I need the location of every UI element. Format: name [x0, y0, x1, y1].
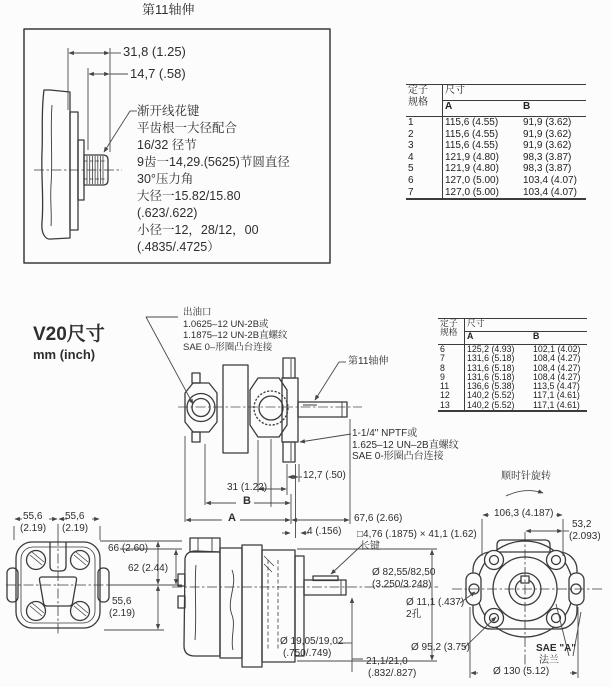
dim-55-6-left-mm: 55,6	[23, 511, 43, 522]
outlet-note-line: 出油口	[183, 307, 212, 318]
dim-b-cell: 113,5 (4.47)	[533, 381, 580, 392]
table-row	[406, 140, 586, 152]
dim-55-6-bottom-mm: 55,6	[112, 596, 132, 607]
corner-header-cell	[406, 85, 443, 117]
dim-106-3: 106,3 (4.187)	[494, 508, 554, 519]
sae-flange-label-cn: 法兰	[539, 655, 559, 666]
size-header-cell: 尺寸	[443, 85, 587, 101]
spline-note-line: 渐开线花键	[137, 104, 200, 118]
spec-cell: 7	[438, 354, 465, 363]
stator-dimension-table-mid	[438, 318, 587, 412]
spec-cell: 11	[438, 382, 465, 391]
dim-12-7: 12,7 (.50)	[303, 470, 346, 481]
dim-130: Ø 130 (5.12)	[493, 666, 550, 677]
dim-82-55-in: (3.250/3.248)	[372, 579, 432, 590]
dim-55-6-right-mm: 55,6	[65, 511, 85, 522]
page-title: V20尺寸	[33, 324, 105, 345]
inlet-port-note	[352, 428, 459, 463]
dim-19-05-in: (.750/.749)	[283, 648, 332, 659]
dim-31: 31 (1.22)	[227, 482, 268, 493]
dim-55-6-right-in: (2.19)	[62, 523, 89, 534]
dim-b-cell: 91,9 (3.62)	[523, 140, 572, 152]
table-row	[406, 163, 586, 175]
outlet-note-line: 1.0625–12 UN-2B或	[183, 318, 269, 330]
dim-a-cell: 121,9 (4.80)	[445, 163, 499, 175]
spec-cell: 13	[438, 401, 465, 411]
spec-cell: 8	[438, 364, 465, 373]
corner-header-line: 规格	[408, 96, 428, 108]
spec-cell: 1	[406, 117, 443, 129]
dim-b-cell: 98,3 (3.87)	[523, 151, 572, 163]
spline-note-line: 30°压力角	[137, 172, 194, 186]
dim-4: 4 (.156)	[307, 526, 342, 537]
dim-b-cell: 103,4 (4.07)	[523, 186, 577, 198]
dim-31-8: 31,8 (1.25)	[123, 44, 186, 59]
table-header-row	[406, 85, 586, 101]
dim-a-cell: 131,6 (5.18)	[467, 362, 515, 373]
dim-a-cell: 131,6 (5.18)	[467, 353, 515, 364]
dim-b-cell: 108,4 (4.27)	[533, 353, 581, 364]
dim-b-cell: 103,4 (4.07)	[523, 174, 577, 186]
inlet-note-line: 1-1/4" NPTF或	[352, 428, 418, 439]
dim-19-05-mm: Ø 19,05/19,02	[280, 636, 344, 647]
table-row	[406, 129, 586, 141]
spline-note-line: 9齿一14,29.(5625)节圆直径	[137, 155, 290, 169]
key-note-size: □4,76 (.1875) × 41,1 (1.62)	[357, 529, 477, 540]
dim-b-cell: 117,1 (4.61)	[533, 399, 580, 410]
dim-a-cell: 115,6 (4.55)	[445, 117, 499, 128]
dim-a-cell: 136,6 (5.38)	[467, 381, 515, 392]
outlet-note-line: SAE 0–形圈凸台连接	[183, 341, 273, 353]
dim-53-2-mm: 53,2	[572, 519, 592, 530]
dim-11-1-holes: 2孔	[406, 609, 422, 620]
dim-a-cell: 115,6 (4.55)	[445, 128, 499, 140]
corner-header-line: 规格	[440, 327, 458, 338]
dim-b-cell: 108,4 (4.27)	[533, 371, 581, 382]
shaft-detail-title: 第11轴伸	[142, 2, 195, 17]
table-row	[406, 175, 586, 187]
corner-header-line: 定子	[440, 318, 458, 328]
spec-cell: 2	[406, 129, 443, 141]
spline-note-line: 16/32 径节	[137, 138, 197, 152]
dim-95-2: Ø 95,2 (3.75)	[411, 642, 470, 653]
stator-dimension-table-top	[406, 84, 586, 200]
dim-b-cell: 117,1 (4.61)	[533, 390, 580, 401]
dim-a-cell: 131,6 (5.18)	[467, 371, 515, 382]
column-b-header: B	[521, 101, 586, 117]
spline-note-line: 小径一12，28/12，00	[137, 223, 259, 237]
dim-b-cell: 91,9 (3.62)	[523, 117, 572, 128]
spec-cell: 3	[406, 140, 443, 152]
dim-a-cell: 115,6 (4.55)	[445, 140, 499, 152]
dim-a-cell: 127,0 (5.00)	[445, 186, 499, 198]
outlet-port-note	[183, 307, 288, 353]
dim-67-6: 67,6 (2.66)	[354, 513, 403, 524]
spline-note-line: 平齿根一大径配合	[137, 121, 238, 135]
dim-a-cell: 140,2 (5.52)	[467, 399, 515, 410]
spec-cell: 12	[438, 391, 465, 400]
dim-b-cell: 102,1 (4.02)	[533, 344, 581, 354]
dim-a-cell: 140,2 (5.52)	[467, 390, 515, 401]
spline-note	[137, 103, 290, 256]
dim-a-cell: 125,2 (4.93)	[467, 344, 515, 354]
spec-cell: 6	[406, 175, 443, 187]
dim-66: 66 (2.60)	[108, 543, 149, 554]
units-label: mm (inch)	[33, 347, 96, 362]
dim-55-6-bottom-in: (2.19)	[109, 608, 136, 619]
sae-flange-label: SAE "A"	[536, 643, 577, 654]
spec-cell: 7	[406, 187, 443, 200]
spec-cell: 5	[406, 163, 443, 175]
table-header-row	[438, 319, 587, 332]
outlet-note-line: 1.1875–12 UN-2B直螺纹	[183, 330, 288, 341]
spline-note-line: 大径一15.82/15.80	[137, 189, 241, 203]
spline-note-line: (.4835/.4725）	[137, 240, 220, 254]
table-row	[406, 152, 586, 164]
dim-21-1-mm: 21,1/21,0	[366, 656, 408, 667]
dim-b-cell: 91,9 (3.62)	[523, 128, 572, 140]
dim-11-1: Ø 11,1 (.437)	[406, 597, 465, 608]
inlet-note-line: SAE 0-形圈凸台连接	[352, 451, 444, 462]
key-note-label: 长键	[360, 541, 380, 552]
corner-header-cell	[438, 319, 465, 345]
dim-82-55-mm: Ø 82,55/82,50	[372, 567, 436, 578]
dim-62: 62 (2.44)	[128, 563, 169, 574]
spec-cell: 4	[406, 152, 443, 164]
spec-cell: 9	[438, 373, 465, 382]
rotation-direction-label: 顺时针旋转	[501, 471, 551, 482]
dim-14-7: 14,7 (.58)	[130, 66, 186, 81]
size-header-cell: 尺寸	[465, 319, 588, 332]
dim-21-1-in: (.832/.827)	[368, 668, 417, 679]
column-b-header: B	[531, 332, 587, 345]
dim-a-cell: 121,9 (4.80)	[445, 151, 499, 163]
spec-cell: 6	[438, 345, 465, 355]
dim-b-cell: 108,4 (4.27)	[533, 362, 581, 373]
dim-55-6-left-in: (2.19)	[20, 523, 47, 534]
column-a-header: A	[465, 332, 532, 345]
table-row	[438, 401, 587, 411]
inlet-note-line: 1.625–12 UN–2B直螺纹	[352, 439, 459, 451]
column-a-header: A	[443, 101, 522, 117]
spline-note-line: (.623/.622)	[137, 206, 198, 220]
dim-label-a: A	[225, 512, 239, 525]
corner-header-line: 定子	[408, 85, 428, 96]
dim-label-b: B	[240, 495, 254, 508]
table-row	[406, 187, 586, 200]
dim-b-cell: 98,3 (3.87)	[523, 163, 572, 175]
table-row	[406, 117, 586, 129]
dim-53-2-in: (2.093)	[569, 531, 601, 542]
shaft-extension-label: 第11轴伸	[348, 356, 389, 367]
dim-a-cell: 127,0 (5.00)	[445, 174, 499, 186]
pump-rear-view	[6, 519, 182, 634]
